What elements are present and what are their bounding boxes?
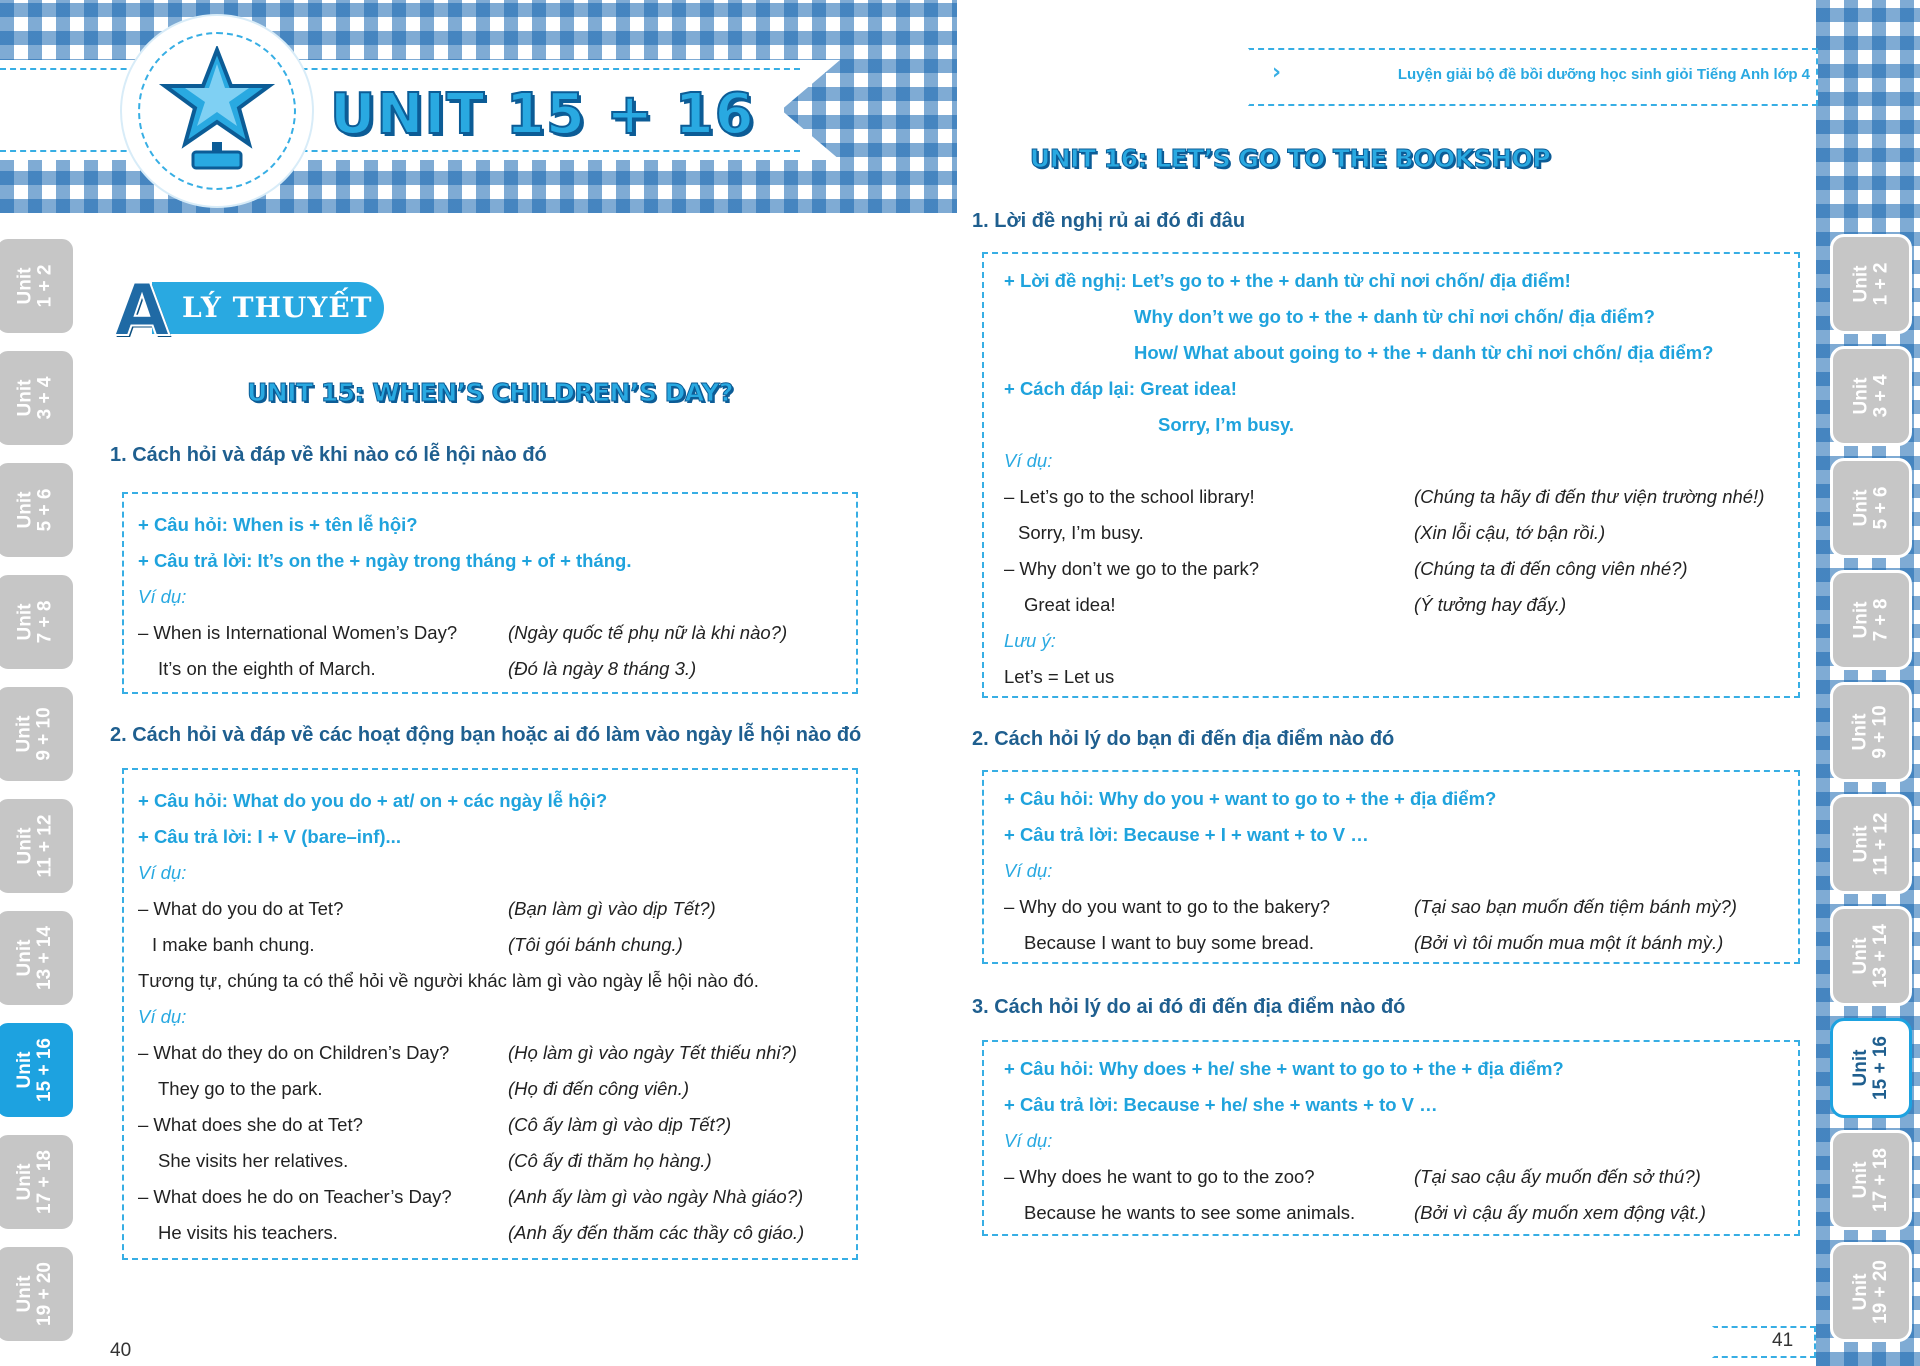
side-tab-unit-15-16[interactable] bbox=[1830, 1018, 1912, 1118]
side-tab-unit-17-18[interactable] bbox=[1830, 1130, 1912, 1230]
q2-example-en: – What does he do on Teacher’s Day? bbox=[138, 1186, 452, 1207]
r1-example-en: – Let’s go to the school library! bbox=[1004, 486, 1255, 507]
page-number-tag bbox=[1712, 1326, 1816, 1358]
side-tab-unit-3-4[interactable] bbox=[0, 348, 76, 448]
q2-example-en: She visits her relatives. bbox=[158, 1150, 349, 1171]
tab-range-label: 15 + 16 bbox=[1869, 1036, 1891, 1100]
tab-unit-label: Unit bbox=[1849, 1049, 1871, 1087]
q2-example-vi: (Cô ấy làm gì vào dịp Tết?) bbox=[508, 1114, 732, 1135]
tab-unit-label: Unit bbox=[13, 491, 35, 529]
side-tab-unit-19-20[interactable] bbox=[0, 1244, 76, 1344]
q2-example-en: – What does she do at Tet? bbox=[138, 1114, 363, 1135]
tab-unit-label: Unit bbox=[13, 379, 35, 417]
tab-range-label: 3 + 4 bbox=[33, 376, 55, 420]
r1-suggest: + Lời đề nghị: Let’s go to + the + danh từ chỉ nơi chốn/ địa điểm! bbox=[1004, 270, 1571, 291]
trophy-badge bbox=[128, 22, 306, 200]
r2-example-en: – Why do you want to go to the bakery? bbox=[1004, 896, 1330, 917]
r3-example-vi: (Bởi vì cậu ấy muốn xem động vật.) bbox=[1414, 1202, 1706, 1223]
q2-heading: 2. Cách hỏi và đáp về các hoạt động bạn hoặc ai đó làm vào ngày lễ hội nào đó bbox=[110, 724, 862, 746]
tab-unit-label: Unit bbox=[1849, 937, 1871, 975]
side-tab-unit-11-12[interactable] bbox=[1830, 794, 1912, 894]
q2-example-vi: (Cô ấy đi thăm họ hàng.) bbox=[508, 1150, 712, 1171]
tab-range-label: 13 + 14 bbox=[1869, 924, 1891, 988]
tab-unit-label: Unit bbox=[1849, 713, 1871, 751]
r3-question: + Câu hỏi: Why does + he/ she + want to go to + the + địa điểm? bbox=[1004, 1058, 1564, 1079]
tab-unit-label: Unit bbox=[1849, 265, 1871, 303]
r1-reply: Sorry, I’m busy. bbox=[1158, 414, 1295, 435]
q2-example-en: He visits his teachers. bbox=[158, 1222, 338, 1243]
q2-example-vi: (Anh ấy làm gì vào ngày Nhà giáo?) bbox=[508, 1186, 804, 1207]
side-tab-unit-19-20[interactable] bbox=[1830, 1242, 1912, 1342]
side-tab-unit-15-16[interactable] bbox=[0, 1020, 76, 1120]
tab-range-label: 13 + 14 bbox=[33, 926, 55, 990]
side-tab-unit-9-10[interactable] bbox=[1830, 682, 1912, 782]
tab-range-label: 1 + 2 bbox=[33, 264, 55, 308]
r1-heading: 1. Lời đề nghị rủ ai đó đi đâu bbox=[972, 210, 1246, 232]
unit-title: UNIT 15 + 16 bbox=[330, 82, 755, 147]
book-title: Luyện giải bộ đề bồi dưỡng học sinh giỏi Tiếng Anh lớp 4 bbox=[1397, 66, 1810, 83]
r3-example-en: – Why does he want to go to the zoo? bbox=[1004, 1166, 1315, 1187]
tab-range-label: 19 + 20 bbox=[1869, 1260, 1891, 1324]
q1-question: + Câu hỏi: When is + tên lễ hội? bbox=[138, 514, 418, 535]
tab-unit-label: Unit bbox=[1849, 1273, 1871, 1311]
tab-unit-label: Unit bbox=[13, 1163, 35, 1201]
r2-question: + Câu hỏi: Why do you + want to go to + the + địa điểm? bbox=[1004, 788, 1497, 809]
r1-suggest: Why don’t we go to + the + danh từ chỉ nơi chốn/ địa điểm? bbox=[1134, 306, 1655, 327]
q1-example-vi: (Đó là ngày 8 tháng 3.) bbox=[508, 658, 697, 679]
page-number-left: 40 bbox=[110, 1340, 132, 1361]
r2-box bbox=[982, 770, 1800, 964]
q1-example-label: Ví dụ: bbox=[138, 586, 187, 607]
q2-note: Tương tự, chúng ta có thể hỏi về người khác làm gì vào ngày lễ hội nào đó. bbox=[138, 970, 759, 991]
unit16-heading: UNIT 16: LET’S GO TO THE BOOKSHOP bbox=[1029, 144, 1551, 173]
tab-unit-label: Unit bbox=[13, 1275, 35, 1313]
side-tab-unit-5-6[interactable] bbox=[0, 460, 76, 560]
page-number-right: 41 bbox=[1772, 1330, 1794, 1351]
q2-example-vi: (Họ đi đến công viên.) bbox=[508, 1078, 689, 1099]
tab-unit-label: Unit bbox=[13, 715, 35, 753]
tab-unit-label: Unit bbox=[13, 603, 35, 641]
tab-unit-label: Unit bbox=[14, 827, 35, 865]
tab-range-label: 11 + 12 bbox=[34, 814, 55, 878]
q1-example-en: – When is International Women’s Day? bbox=[138, 622, 458, 643]
side-tab-unit-5-6[interactable] bbox=[1830, 458, 1912, 558]
tab-range-label: 3 + 4 bbox=[1869, 374, 1891, 418]
q2-box bbox=[122, 768, 858, 1260]
q1-answer: + Câu trả lời: It’s on the + ngày trong tháng + of + tháng. bbox=[138, 550, 632, 571]
q1-example-vi: (Ngày quốc tế phụ nữ là khi nào?) bbox=[508, 622, 788, 643]
r3-example-label: Ví dụ: bbox=[1004, 1130, 1053, 1151]
tab-range-label: 15 + 16 bbox=[33, 1038, 55, 1102]
q2-example-vi: (Anh ấy đến thăm các thầy cô giáo.) bbox=[508, 1222, 805, 1243]
side-tab-unit-17-18[interactable] bbox=[0, 1132, 76, 1232]
tab-unit-label: Unit bbox=[1849, 1161, 1871, 1199]
side-tab-unit-9-10[interactable] bbox=[0, 684, 76, 784]
q1-box bbox=[122, 492, 858, 694]
section-label: LÝ THUYẾT bbox=[152, 282, 384, 334]
r1-example-label: Ví dụ: bbox=[1004, 450, 1053, 471]
r1-note-label: Lưu ý: bbox=[1004, 630, 1056, 651]
r2-heading: 2. Cách hỏi lý do bạn đi đến địa điểm nào đó bbox=[972, 728, 1395, 750]
tab-unit-label: Unit bbox=[13, 1051, 35, 1089]
side-tab-unit-11-12[interactable] bbox=[0, 796, 76, 896]
section-letter: A bbox=[114, 268, 170, 352]
r1-reply: + Cách đáp lại: Great idea! bbox=[1004, 378, 1237, 399]
tab-range-label: 5 + 6 bbox=[33, 488, 55, 532]
tab-range-label: 9 + 10 bbox=[1869, 705, 1891, 759]
unit15-heading: UNIT 15: WHEN’S CHILDREN’S DAY? bbox=[246, 378, 733, 407]
tab-range-label: 17 + 18 bbox=[1869, 1148, 1891, 1212]
tab-unit-label: Unit bbox=[13, 939, 35, 977]
r1-example-vi: (Chúng ta hãy đi đến thư viện trường nhé!) bbox=[1414, 486, 1765, 507]
r3-box bbox=[982, 1040, 1800, 1236]
r1-example-en: Great idea! bbox=[1024, 594, 1116, 615]
q2-example-vi: (Bạn làm gì vào dịp Tết?) bbox=[508, 898, 716, 919]
trophy-star-icon bbox=[157, 46, 277, 176]
q1-heading: 1. Cách hỏi và đáp về khi nào có lễ hội nào đó bbox=[110, 444, 547, 466]
q2-example-vi: (Tôi gói bánh chung.) bbox=[508, 934, 683, 955]
side-tab-unit-7-8[interactable] bbox=[0, 572, 76, 672]
q2-example-en: They go to the park. bbox=[158, 1078, 323, 1099]
side-tab-unit-13-14[interactable] bbox=[0, 908, 76, 1008]
section-a-header bbox=[112, 268, 384, 352]
q2-example-vi: (Họ làm gì vào ngày Tết thiếu nhi?) bbox=[508, 1042, 797, 1063]
tab-range-label: 19 + 20 bbox=[33, 1262, 55, 1326]
side-tab-unit-13-14[interactable] bbox=[1830, 906, 1912, 1006]
side-tab-unit-1-2[interactable] bbox=[0, 236, 76, 336]
tab-unit-label: Unit bbox=[13, 267, 35, 305]
r1-example-vi: (Chúng ta đi đến công viên nhé?) bbox=[1414, 558, 1688, 579]
side-tab-unit-3-4[interactable] bbox=[1830, 346, 1912, 446]
tab-range-label: 9 + 10 bbox=[33, 707, 55, 761]
r3-example-en: Because he wants to see some animals. bbox=[1024, 1202, 1356, 1223]
r1-example-en: – Why don’t we go to the park? bbox=[1004, 558, 1260, 579]
tab-unit-label: Unit bbox=[1849, 489, 1871, 527]
r2-example-en: Because I want to buy some bread. bbox=[1024, 932, 1315, 953]
tab-range-label: 7 + 8 bbox=[1869, 598, 1891, 642]
chevron-right-icon: › bbox=[1272, 60, 1282, 85]
side-tab-unit-7-8[interactable] bbox=[1830, 570, 1912, 670]
r1-note: Let’s = Let us bbox=[1004, 666, 1115, 687]
q2-example-en: – What do they do on Children’s Day? bbox=[138, 1042, 450, 1063]
q2-question: + Câu hỏi: What do you do + at/ on + các ngày lễ hội? bbox=[138, 790, 608, 811]
tab-unit-label: Unit bbox=[1849, 377, 1871, 415]
r1-example-en: Sorry, I’m busy. bbox=[1018, 522, 1144, 543]
tab-range-label: 11 + 12 bbox=[1870, 812, 1891, 876]
q2-example-en: I make banh chung. bbox=[152, 934, 315, 955]
r2-example-vi: (Bởi vì tôi muốn mua một ít bánh mỳ.) bbox=[1414, 932, 1724, 953]
q2-example-label: Ví dụ: bbox=[138, 862, 187, 883]
r2-example-vi: (Tại sao bạn muốn đến tiệm bánh mỳ?) bbox=[1414, 896, 1737, 917]
q2-example-label: Ví dụ: bbox=[138, 1006, 187, 1027]
tab-range-label: 1 + 2 bbox=[1869, 262, 1891, 306]
tab-unit-label: Unit bbox=[1850, 825, 1871, 863]
r3-heading: 3. Cách hỏi lý do ai đó đi đến địa điểm nào đó bbox=[972, 996, 1406, 1018]
r1-suggest: How/ What about going to + the + danh từ chỉ nơi chốn/ địa điểm? bbox=[1134, 342, 1714, 363]
r1-example-vi: (Xin lỗi cậu, tớ bận rồi.) bbox=[1414, 522, 1606, 543]
tab-range-label: 5 + 6 bbox=[1869, 486, 1891, 530]
r2-example-label: Ví dụ: bbox=[1004, 860, 1053, 881]
r2-answer: + Câu trả lời: Because + I + want + to V … bbox=[1004, 824, 1369, 845]
q1-example-en: It’s on the eighth of March. bbox=[158, 658, 376, 679]
tab-range-label: 17 + 18 bbox=[33, 1150, 55, 1214]
q2-answer: + Câu trả lời: I + V (bare–inf)... bbox=[138, 826, 401, 847]
q2-example-en: – What do you do at Tet? bbox=[138, 898, 344, 919]
r1-example-vi: (Ý tưởng hay đấy.) bbox=[1414, 594, 1567, 615]
tab-range-label: 7 + 8 bbox=[33, 600, 55, 644]
side-tab-unit-1-2[interactable] bbox=[1830, 234, 1912, 334]
r3-example-vi: (Tại sao cậu ấy muốn đến sở thú?) bbox=[1414, 1166, 1701, 1187]
tab-unit-label: Unit bbox=[1849, 601, 1871, 639]
r3-answer: + Câu trả lời: Because + he/ she + wants + to V … bbox=[1004, 1094, 1438, 1115]
r1-box bbox=[982, 252, 1800, 698]
